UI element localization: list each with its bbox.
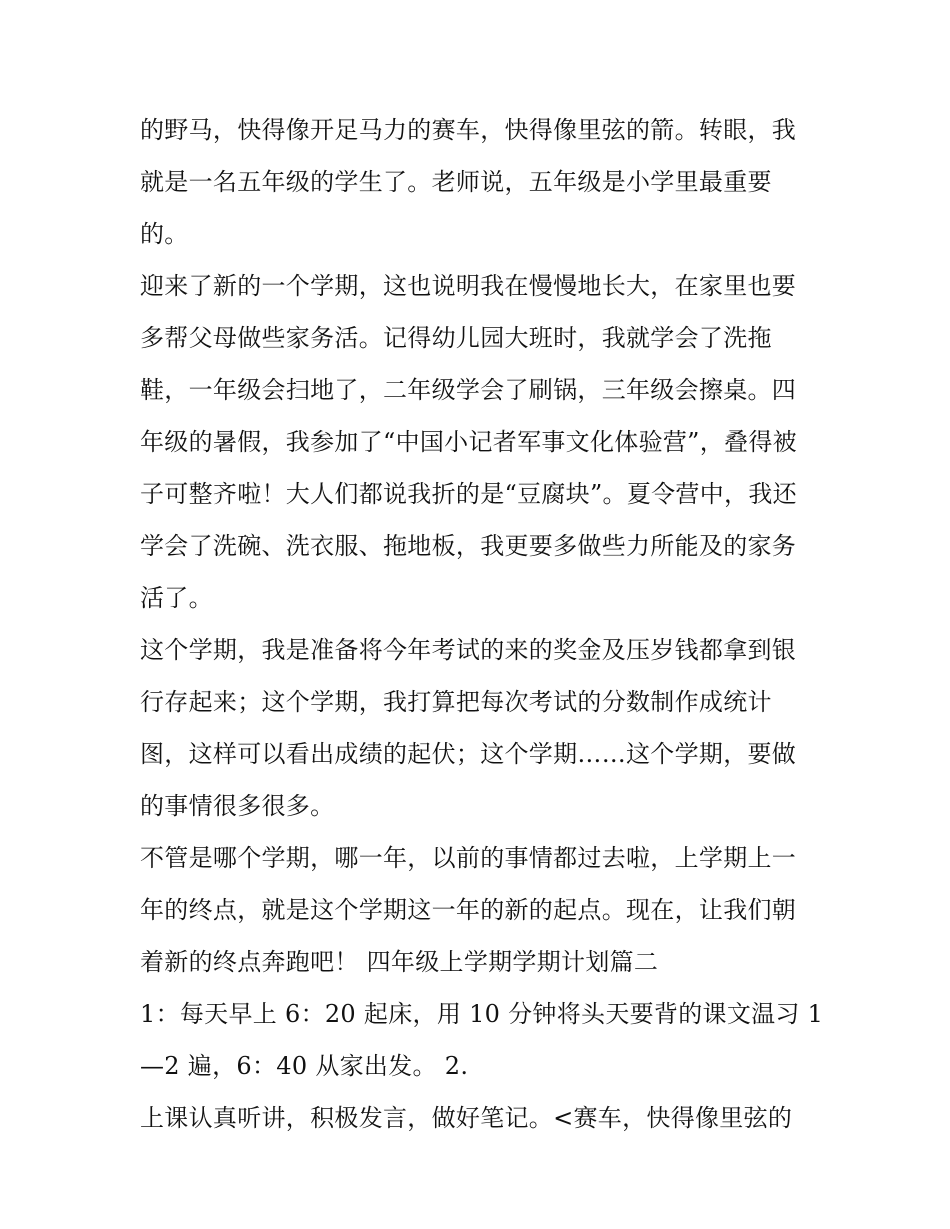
text-line: 不管是哪个学期，哪一年，以前的事情都过去啦，上学期上一 (140, 844, 797, 872)
text-line: 年的终点，就是这个学期这一年的新的起点。现在，让我们朝 (140, 896, 797, 924)
text-line: 行存起来；这个学期，我打算把每次考试的分数制作成统计 (140, 688, 772, 716)
text-line: 这个学期，我是准备将今年考试的来的奖金及压岁钱都拿到银 (140, 636, 797, 664)
text-line: 多帮父母做些家务活。记得幼儿园大班时，我就学会了洗拖 (140, 324, 772, 352)
text-line: 1：每天早上 6：20 起床，用 10 分钟将头天要背的课文温习 1 (140, 1000, 824, 1028)
text-line: 上课认真听讲，积极发言，做好笔记。<赛车，快得像里弦的 (140, 1104, 793, 1132)
text-line: 活了。 (140, 584, 213, 612)
text-line: 的野马，快得像开足马力的赛车，快得像里弦的箭。转眼，我 (140, 116, 797, 144)
text-line: 图，这样可以看出成绩的起伏；这个学期……这个学期，要做 (140, 740, 797, 768)
text-line: 就是一名五年级的学生了。老师说，五年级是小学里最重要 (140, 168, 772, 196)
text-line: 子可整齐啦！大人们都说我折的是“豆腐块”。夏令营中，我还 (140, 480, 797, 508)
text-line: 的事情很多很多。 (140, 792, 335, 820)
text-line: —2 遍，6：40 从家出发。 2. (140, 1052, 469, 1080)
document-body (140, 104, 824, 1144)
text-line: 学会了洗碗、洗衣服、拖地板，我更要多做些力所能及的家务 (140, 532, 797, 560)
text-line: 年级的暑假，我参加了“中国小记者军事文化体验营”，叠得被 (140, 428, 797, 456)
text-line: 着新的终点奔跑吧！ 四年级上学期学期计划篇二 (140, 948, 659, 976)
text-line: 迎来了新的一个学期，这也说明我在慢慢地长大，在家里也要 (140, 272, 797, 300)
text-line: 鞋，一年级会扫地了，二年级学会了刷锅，三年级会擦桌。四 (140, 376, 797, 404)
text-line: 的。 (140, 220, 189, 248)
